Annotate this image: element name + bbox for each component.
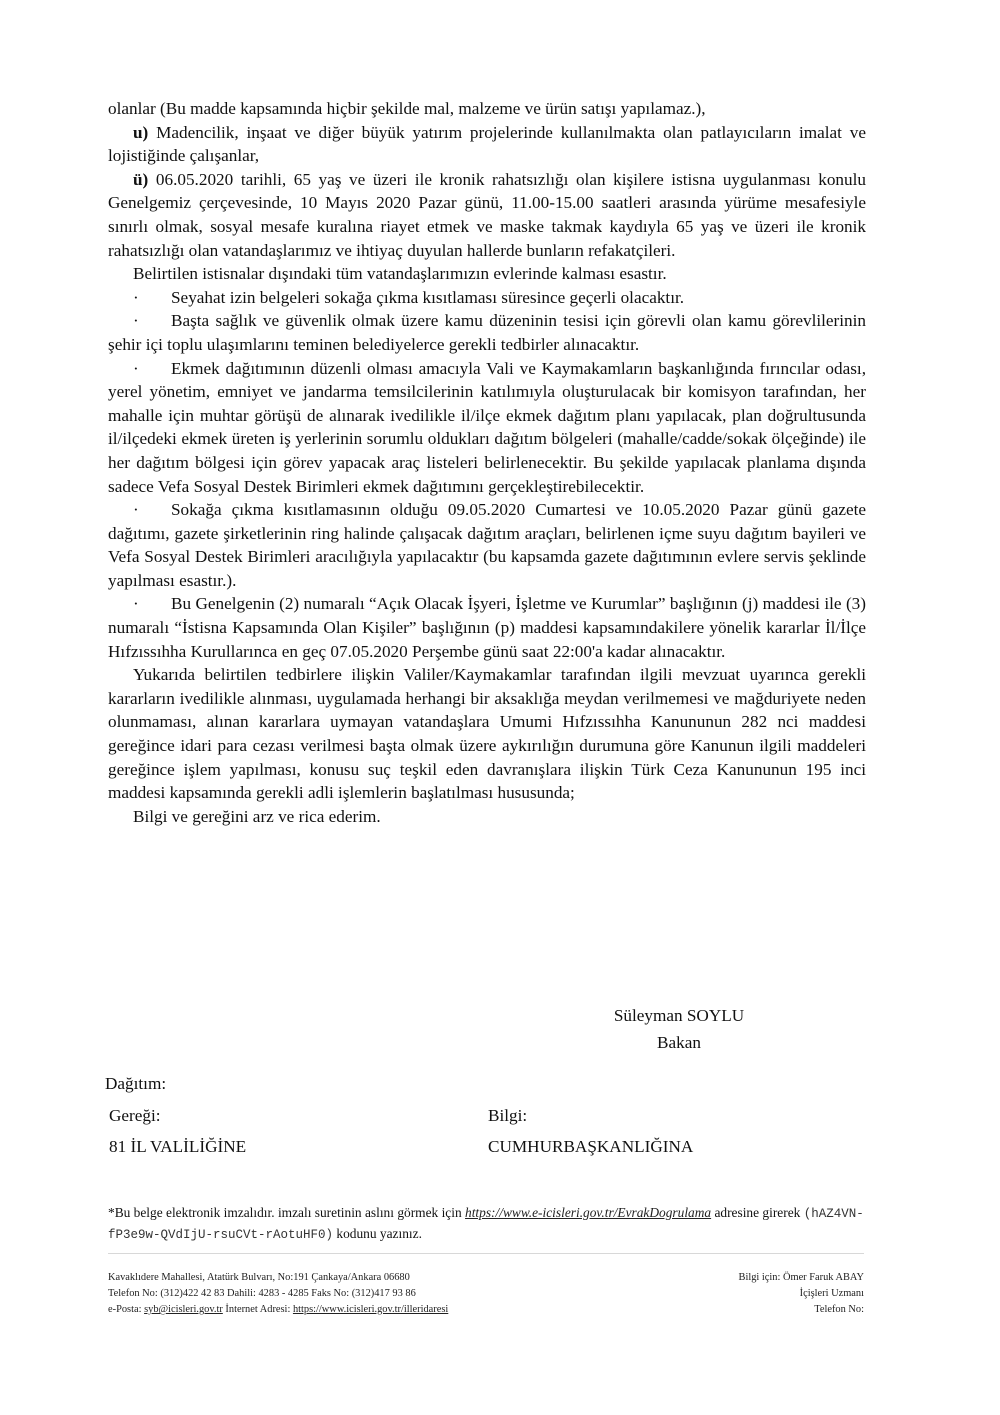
paragraph-exceptions: Belirtilen istisnalar dışındaki tüm vatandaşlarımızın evlerinde kalması esastır. (133, 264, 667, 284)
bullet-dot: · (133, 287, 139, 307)
bullet-item-1 (108, 286, 866, 310)
info-recipient: CUMHURBAŞKANLIĞINA (488, 1137, 694, 1156)
verification-link[interactable]: https://www.e-icisleri.gov.tr/EvrakDogrulama (465, 1205, 712, 1220)
distribution-info-column (488, 1100, 693, 1162)
letter-body (108, 97, 866, 828)
bullet-dot: · (133, 358, 139, 378)
bullet-dot: · (133, 311, 139, 331)
e-signature-notice (108, 1203, 868, 1245)
info-contact-title: İçişleri Uzmanı (799, 1288, 864, 1299)
info-contact-phone: Telefon No: (814, 1304, 864, 1315)
item-u-umlaut (108, 168, 866, 262)
bullet-text: Başta sağlık ve güvenlik olmak üzere kamu düzeninin tesisi için görevli olan kamu görevlilerinin şehir içi toplu ulaşımlarını teminen belediyelerce gerekli tedbirler alınacaktır. (108, 311, 866, 354)
action-recipient: 81 İL VALİLİĞİNE (109, 1137, 247, 1156)
bullet-text: Bu Genelgenin (2) numaralı “Açık Olacak İşyeri, İşletme ve Kurumlar” başlığının (j) maddesi ile (3) numaralı “İstisna Kapsamında Olan Kişiler” başlığının (p) maddesi kapsamındakilere yönelik kararlar İl/İlçe Hıfzıssıhha Kurullarınca en geç 07.05.2020 Perşembe günü saat 22:00'a kadar alınacaktır. (108, 594, 866, 661)
info-contact-name: Bilgi için: Ömer Faruk ABAY (738, 1272, 864, 1283)
verification-code: (hAZ4VN-fP3e9w-QVdIjU-rsuCVt-rAotuHF0) (108, 1207, 864, 1242)
bullet-item-3 (108, 357, 866, 499)
footer-info-contact (700, 1270, 864, 1318)
paragraph-continuation: olanlar (Bu madde kapsamında hiçbir şekilde mal, malzeme ve ürün satışı yapılamaz.), (108, 99, 706, 118)
web-label: İnternet Adresi: (222, 1304, 293, 1315)
footer-address: Kavaklıdere Mahallesi, Atatürk Bulvarı, No:191 Çankaya/Ankara 06680 (108, 1272, 410, 1283)
esign-prefix: *Bu belge elektronik imzalıdır. imzalı suretinin aslını görmek için (108, 1205, 466, 1220)
signature-block (594, 1002, 764, 1056)
paragraph-enforcement: Yukarıda belirtilen tedbirlere ilişkin Valiler/Kaymakamlar tarafından ilgili mevzuat uyarınca gerekli kararların ivedilikle alınması, uygulamada herhangi bir aksaklığa meydan verilmemesi ve mağduriyete neden olunmaması, alınan kararlara uymayan vatandaşlara Umumi Hıfzıssıhha Kanununun 282 nci maddesi gereğince idari para cezası verilmesi başta olmak üzere aykırılığın durumuna göre Kanunun ilgili maddeleri gereğince işlem yapılması, konusu suç teşkil eden davranışlara ilişkin Türk Ceza Kanununun 195 inci maddesi kapsamında gerekli adli işlemlerin başlatılması hususunda; (108, 665, 866, 803)
footer-divider (108, 1253, 864, 1254)
website-link[interactable]: https://www.icisleri.gov.tr/illeridaresi (292, 1304, 449, 1315)
bullet-item-2 (108, 309, 866, 356)
info-heading: Bilgi: (488, 1106, 528, 1125)
email-label: e-Posta: (108, 1304, 145, 1315)
footer-contact (108, 1270, 448, 1318)
action-heading: Gereği: (109, 1106, 161, 1125)
signatory-name: Süleyman SOYLU (613, 1006, 745, 1025)
bullet-dot: · (133, 594, 139, 614)
distribution-title: Dağıtım: (105, 1074, 167, 1093)
bullet-dot: · (133, 500, 139, 520)
footer-phone: Telefon No: (312)422 42 83 Dahili: 4283 - 4285 Faks No: (312)417 93 86 (108, 1288, 416, 1299)
item-u-label: u) (133, 122, 149, 142)
bullet-item-4 (108, 498, 866, 592)
item-u-text: Madencilik, inşaat ve diğer büyük yatırım projelerinde kullanılmakta olan patlayıcıların imalat ve lojistiğinde çalışanlar, (108, 122, 866, 166)
bullet-text: Seyahat izin belgeleri sokağa çıkma kısıtlaması süresince geçerli olacaktır. (171, 287, 685, 307)
paragraph-closing: Bilgi ve gereğini arz ve rica ederim. (133, 806, 381, 826)
email-link[interactable]: syb@icisleri.gov.tr (144, 1304, 223, 1315)
item-u-umlaut-label: ü) (133, 169, 149, 189)
item-u-umlaut-text: 06.05.2020 tarihli, 65 yaş ve üzeri ile kronik rahatsızlığı olan kişilere istisna uygulanması konulu Genelgemiz çerçevesinde, 10 Mayıs 2020 Pazar günü, 11.00-15.00 saatleri arasında yürüme mesafesiyle sınırlı olmak, sosyal mesafe kuralına riayet etmek ve maske takmak kaydıyla 65 yaş ve üzeri ile kronik rahatsızlığı olan vatandaşlarımız ve ihtiyaç duyulan hallerde bunların refakatçileri. (108, 169, 866, 260)
bullet-item-5 (108, 592, 866, 663)
bullet-text: Ekmek dağıtımının düzenli olması amacıyla Vali ve Kaymakamların başkanlığında fırıncılar odası, yerel yönetim, emniyet ve jandarma temsilcilerinin katılımıyla oluşturulacak bir komisyon tarafından, her mahalle için muhtar görüşü de alınarak ivedilikle il/ilçe ekmek dağıtım planı yapılacak, plan doğrultusunda il/ilçedeki ekmek üreten iş yerlerinin sorumlu oldukları dağıtım bölgeleri (mahalle/cadde/sokak ölçeğinde) ile her dağıtım bölgesi için görev yapacak araç listeleri belirlenecektir. Bu şekilde yapılacak planlama dışında sadece Vefa Sosyal Destek Birimleri ekmek dağıtımını gerçekleştirebilecektir. (108, 358, 866, 496)
footer-web-line (108, 1302, 448, 1318)
distribution-action-column (109, 1100, 246, 1162)
esign-mid: adresine girerek (711, 1205, 804, 1220)
signatory-title: Bakan (657, 1033, 701, 1052)
esign-suffix: kodunu yazınız. (333, 1226, 422, 1241)
item-u (108, 121, 866, 168)
bullet-text: Sokağa çıkma kısıtlamasının olduğu 09.05.2020 Cumartesi ve 10.05.2020 Pazar günü gazete dağıtımı, gazete şirketlerinin ring halinde çalışacak dağıtım araçları, belirlenen içme suyu dağıtım bayileri ve Vefa Sosyal Destek Birimleri aracılığıyla yapılacaktır (bu kapsamda gazete dağıtımının evlere servis şeklinde yapılması esastır.). (108, 500, 866, 590)
